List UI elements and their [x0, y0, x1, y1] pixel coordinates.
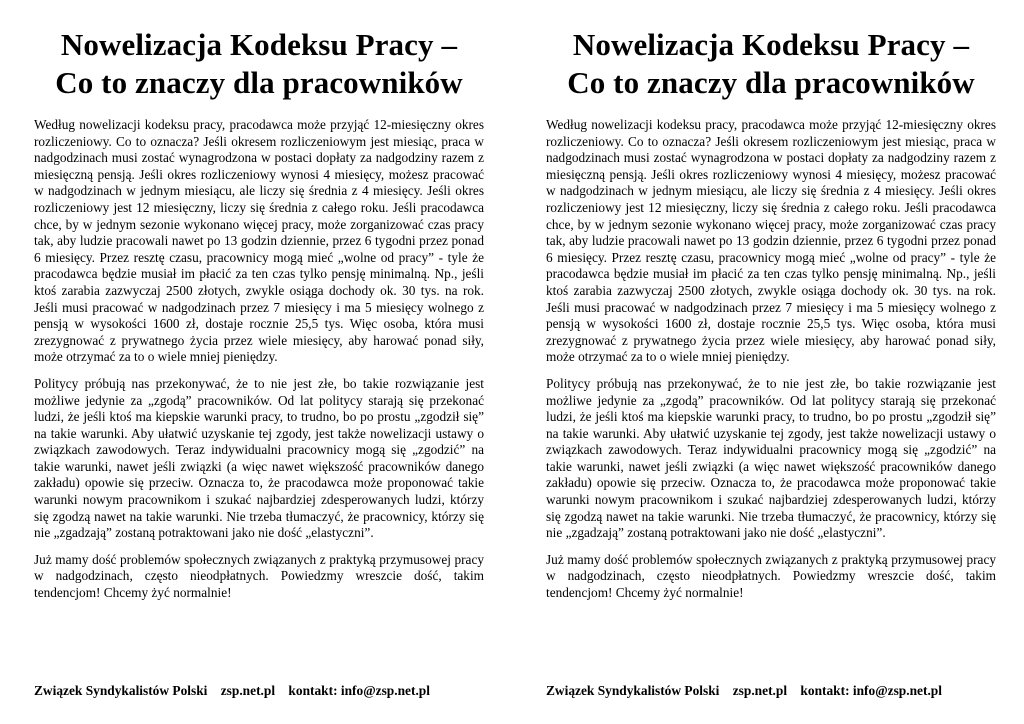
leaflet-title: [546, 26, 996, 102]
footer-site: zsp.net.pl: [220, 683, 276, 698]
footer-org: Związek Syndykalistów Polski: [546, 683, 720, 698]
leaflet-footer: [34, 683, 484, 699]
paragraph-1: Według nowelizacji kodeksu pracy, pracodawca może przyjąć 12-miesięczny okres rozliczeniowy. Co to oznacza? Jeśli okresem rozliczeniowym jest miesiąc, praca w nadgodzinach musi zostać wynagrodzona w postaci dopłaty za nadgodziny razem z miesięczną pensją. Jeśli okres rozliczeniowy wynosi 4 miesięcy, możesz pracować w nadgodzinach w jednym miesiącu, ale liczy się średnia z 4 miesięcy. Jeśli okres rozliczeniowy jest 12 miesięczny, liczy się średnia z całego roku. Jeśli pracodawca chce, by w jednym sezonie wykonano więcej pracy, może zorganizować czas pracy tak, aby ludzie pracowali nawet po 13 godzin dziennie, przez 6 tygodni przez ponad 6 miesięcy. Przez resztę czasu, pracownicy mogą mieć „wolne od pracy” - tyle że pracodawca będzie musiał im płacić za ten czas tylko pensję minimalną. Np., jeśli ktoś zarabia zazwyczaj 2500 złotych, zwykle osiąga dochody ok. 30 tys. na rok. Jeśli musi pracować w nadgodzinach przez 7 miesięcy i ma 5 miesięcy wolnego z pensją w wysokości 1600 zł, dostaje rocznie 25,5 tys. Więc osoba, która musi zrezygnować z prywatnego życia przez wiele miesięcy, aby harować ponad siły, może otrzymać za to o wiele mniej pieniędzy.: [546, 117, 996, 365]
title-line-2: Co to znaczy dla pracowników: [567, 65, 975, 100]
leaflet-body: [546, 117, 996, 602]
footer-contact: kontakt: info@zsp.net.pl: [288, 683, 430, 698]
paragraph-2: Politycy próbują nas przekonywać, że to nie jest złe, bo takie rozwiązanie jest możliwe jedynie za „zgodą” pracowników. Od lat politycy starają się przekonać ludzi, że jeśli ktoś ma kiepskie warunki pracy, to trudno, bo po prostu „zgodził się” na takie warunki. Aby ułatwić uzyskanie tej zgody, jest także nowelizacji ustawy o związkach zawodowych. Teraz indywidualni pracownicy mogą się „zgodzić” na takie warunki, nawet jeśli związki (a więc nawet większość pracowników danego zakładu) opowie się przeciw. Oznacza to, że pracodawca może proponować takie warunki nowym pracownikom i szukać najbardziej zdesperowanych ludzi, którzy się zgodzą nawet na takie warunki. Nie trzeba tłumaczyć, że pracownicy, którzy się nie „zgadzają” zostaną potraktowani jako nie dość „elastyczni”.: [546, 375, 996, 541]
footer-contact: kontakt: info@zsp.net.pl: [800, 683, 942, 698]
leaflet-body: [34, 117, 484, 602]
title-line-1: Nowelizacja Kodeksu Pracy –: [572, 27, 970, 62]
paragraph-3: Już mamy dość problemów społecznych związanych z praktyką przymusowej pracy w nadgodzinach, często nieodpłatnych. Powiedzmy wreszcie dość, takim tendencjom! Chcemy żyć normalnie!: [34, 551, 484, 601]
paragraph-1: Według nowelizacji kodeksu pracy, pracodawca może przyjąć 12-miesięczny okres rozliczeniowy. Co to oznacza? Jeśli okresem rozliczeniowym jest miesiąc, praca w nadgodzinach musi zostać wynagrodzona w postaci dopłaty za nadgodziny razem z miesięczną pensją. Jeśli okres rozliczeniowy wynosi 4 miesięcy, możesz pracować w nadgodzinach w jednym miesiącu, ale liczy się średnia z 4 miesięcy. Jeśli okres rozliczeniowy jest 12 miesięczny, liczy się średnia z całego roku. Jeśli pracodawca chce, by w jednym sezonie wykonano więcej pracy, może zorganizować czas pracy tak, aby ludzie pracowali nawet po 13 godzin dziennie, przez 6 tygodni przez ponad 6 miesięcy. Przez resztę czasu, pracownicy mogą mieć „wolne od pracy” - tyle że pracodawca będzie musiał im płacić za ten czas tylko pensję minimalną. Np., jeśli ktoś zarabia zazwyczaj 2500 złotych, zwykle osiąga dochody ok. 30 tys. na rok. Jeśli musi pracować w nadgodzinach przez 7 miesięcy i ma 5 miesięcy wolnego z pensją w wysokości 1600 zł, dostaje rocznie 25,5 tys. Więc osoba, która musi zrezygnować z prywatnego życia przez wiele miesięcy, aby harować ponad siły, może otrzymać za to o wiele mniej pieniędzy.: [34, 117, 484, 365]
leaflet-right: [546, 0, 996, 724]
title-line-1: Nowelizacja Kodeksu Pracy –: [60, 27, 458, 62]
footer-org: Związek Syndykalistów Polski: [34, 683, 208, 698]
footer-site: zsp.net.pl: [732, 683, 788, 698]
leaflet-footer: [546, 683, 996, 699]
leaflet-title: [34, 26, 484, 102]
paragraph-2: Politycy próbują nas przekonywać, że to nie jest złe, bo takie rozwiązanie jest możliwe jedynie za „zgodą” pracowników. Od lat politycy starają się przekonać ludzi, że jeśli ktoś ma kiepskie warunki pracy, to trudno, bo po prostu „zgodził się” na takie warunki. Aby ułatwić uzyskanie tej zgody, jest także nowelizacji ustawy o związkach zawodowych. Teraz indywidualni pracownicy mogą się „zgodzić” na takie warunki, nawet jeśli związki (a więc nawet większość pracowników danego zakładu) opowie się przeciw. Oznacza to, że pracodawca może proponować takie warunki nowym pracownikom i szukać najbardziej zdesperowanych ludzi, którzy się zgodzą nawet na takie warunki. Nie trzeba tłumaczyć, że pracownicy, którzy się nie „zgadzają” zostaną potraktowani jako nie dość „elastyczni”.: [34, 375, 484, 541]
leaflet-left: [34, 0, 484, 724]
paragraph-3: Już mamy dość problemów społecznych związanych z praktyką przymusowej pracy w nadgodzinach, często nieodpłatnych. Powiedzmy wreszcie dość, takim tendencjom! Chcemy żyć normalnie!: [546, 551, 996, 601]
title-line-2: Co to znaczy dla pracowników: [55, 65, 463, 100]
